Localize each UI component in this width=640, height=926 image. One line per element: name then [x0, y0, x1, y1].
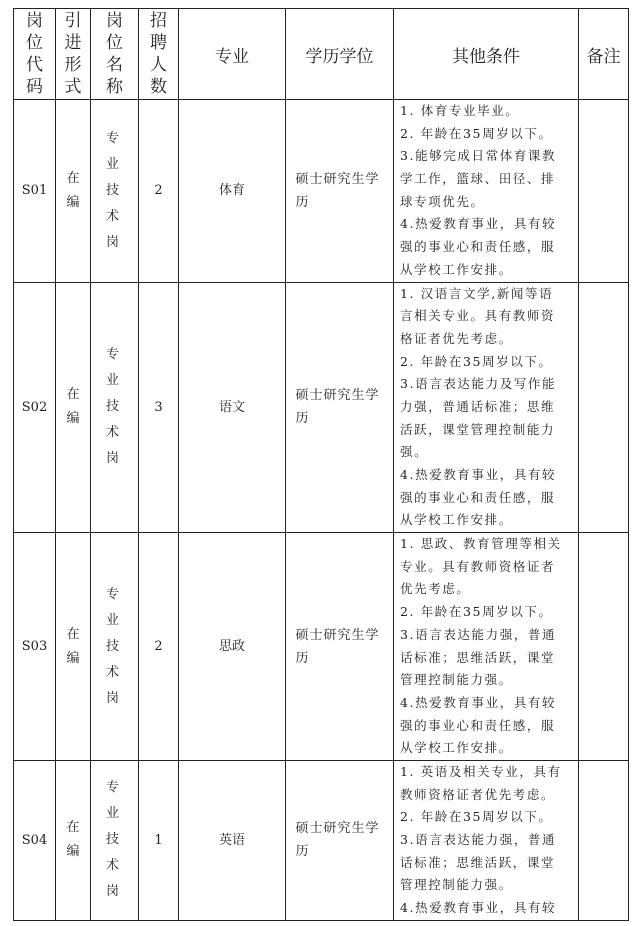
conditions — [394, 282, 579, 533]
condition-line: 3.能够完成日常体育课教 — [400, 148, 557, 164]
condition-line: 4.热爱教育事业，具有较 — [400, 216, 557, 232]
header-form — [56, 9, 91, 100]
condition-line: 1. 汉语言文学,新闻等语 — [400, 285, 554, 301]
degree: 硕士研究生学历 — [295, 627, 380, 666]
condition-line: 强。 — [400, 444, 429, 460]
condition-line: 话标准；思维活跃，课堂 — [400, 854, 556, 870]
condition-line: 学工作，篮球、田径、排 — [400, 171, 556, 187]
post-name-cell — [91, 533, 139, 761]
condition-line: 言相关专业。具有教师资 — [400, 308, 556, 324]
condition-line: 教师资格证者优先考虑。 — [400, 786, 556, 802]
count: 1 — [139, 760, 179, 920]
condition-line: 强的事业心和责任感，服 — [400, 239, 556, 255]
condition-line: 4.热爱教育事业，具有较 — [400, 900, 557, 916]
count: 2 — [139, 533, 179, 761]
condition-line: 管理控制能力强。 — [400, 877, 513, 893]
post-name: 专业技术岗 — [106, 130, 123, 250]
post-code: S03 — [14, 533, 56, 761]
post-name: 专业技术岗 — [106, 347, 123, 467]
header-degree: 学历学位 — [286, 9, 394, 100]
condition-line: 管理控制能力强。 — [400, 672, 513, 688]
post-code: S01 — [14, 100, 56, 283]
table-row — [14, 533, 629, 761]
header-conditions: 其他条件 — [394, 9, 579, 100]
major: 思政 — [179, 533, 286, 761]
post-name-cell — [91, 100, 139, 283]
condition-line: 从学校工作安排。 — [400, 512, 513, 528]
condition-line: 强的事业心和责任感，服 — [400, 717, 556, 733]
condition-line: 话标准；思维活跃，课堂 — [400, 649, 556, 665]
degree-cell — [286, 100, 394, 283]
condition-line: 1. 英语及相关专业，具有 — [400, 763, 562, 779]
major: 体育 — [179, 100, 286, 283]
condition-line: 4.热爱教育事业，具有较 — [400, 694, 557, 710]
table-row — [14, 282, 629, 533]
condition-line: 强的事业心和责任感，服 — [400, 489, 556, 505]
degree: 硕士研究生学历 — [295, 171, 380, 210]
table-row — [14, 100, 629, 283]
header-label: 岗位代码 — [26, 11, 43, 97]
form-cell — [56, 760, 91, 920]
table-row — [14, 760, 629, 920]
count: 2 — [139, 100, 179, 283]
form: 在编 — [66, 820, 80, 860]
condition-line: 从学校工作安排。 — [400, 740, 513, 756]
condition-line: 专业。具有教师资格证者 — [400, 558, 556, 574]
condition-line: 2. 年龄在35周岁以下。 — [400, 604, 553, 620]
recruitment-table — [13, 8, 629, 921]
condition-line: 3.语言表达能力强，普通 — [400, 626, 557, 642]
header-row — [14, 9, 629, 100]
condition-line: 格证者优先考虑。 — [400, 330, 513, 346]
header-label: 招聘人数 — [150, 11, 167, 97]
header-count — [139, 9, 179, 100]
post-code: S02 — [14, 282, 56, 533]
remark — [579, 282, 629, 533]
condition-line: 2. 年龄在35周岁以下。 — [400, 353, 553, 369]
post-code: S04 — [14, 760, 56, 920]
condition-line: 2. 年龄在35周岁以下。 — [400, 809, 553, 825]
conditions — [394, 533, 579, 761]
condition-line: 从学校工作安排。 — [400, 261, 513, 277]
condition-line: 优先考虑。 — [400, 581, 471, 597]
degree-cell — [286, 282, 394, 533]
header-post-code — [14, 9, 56, 100]
degree: 硕士研究生学历 — [295, 388, 380, 427]
form: 在编 — [66, 170, 80, 210]
condition-line: 3.语言表达能力及写作能 — [400, 376, 557, 392]
conditions — [394, 760, 579, 920]
degree: 硕士研究生学历 — [295, 821, 380, 860]
condition-line: 2. 年龄在35周岁以下。 — [400, 125, 553, 141]
conditions — [394, 100, 579, 283]
header-remark: 备注 — [579, 9, 629, 100]
post-name-cell — [91, 760, 139, 920]
form-cell — [56, 100, 91, 283]
remark — [579, 760, 629, 920]
remark — [579, 533, 629, 761]
degree-cell — [286, 533, 394, 761]
post-name: 专业技术岗 — [106, 780, 123, 900]
count: 3 — [139, 282, 179, 533]
form: 在编 — [66, 387, 80, 427]
post-name: 专业技术岗 — [106, 586, 123, 706]
remark — [579, 100, 629, 283]
header-label: 岗位名称 — [106, 11, 123, 97]
condition-line: 1. 思政、教育管理等相关 — [400, 536, 562, 552]
header-major: 专业 — [179, 9, 286, 100]
form-cell — [56, 533, 91, 761]
condition-line: 4.热爱教育事业，具有较 — [400, 467, 557, 482]
major: 语文 — [179, 282, 286, 533]
condition-line: 球专项优先。 — [400, 193, 485, 209]
form: 在编 — [66, 626, 80, 666]
condition-line: 3.语言表达能力强，普通 — [400, 832, 557, 847]
major: 英语 — [179, 760, 286, 920]
condition-line: 力强，普通话标准；思维 — [400, 398, 556, 414]
form-cell — [56, 282, 91, 533]
condition-line: 1. 体育专业毕业。 — [400, 103, 520, 118]
header-post-name — [91, 9, 139, 100]
post-name-cell — [91, 282, 139, 533]
condition-line: 活跃，课堂管理控制能力 — [400, 421, 556, 437]
degree-cell — [286, 760, 394, 920]
header-label: 引进形式 — [64, 11, 82, 97]
